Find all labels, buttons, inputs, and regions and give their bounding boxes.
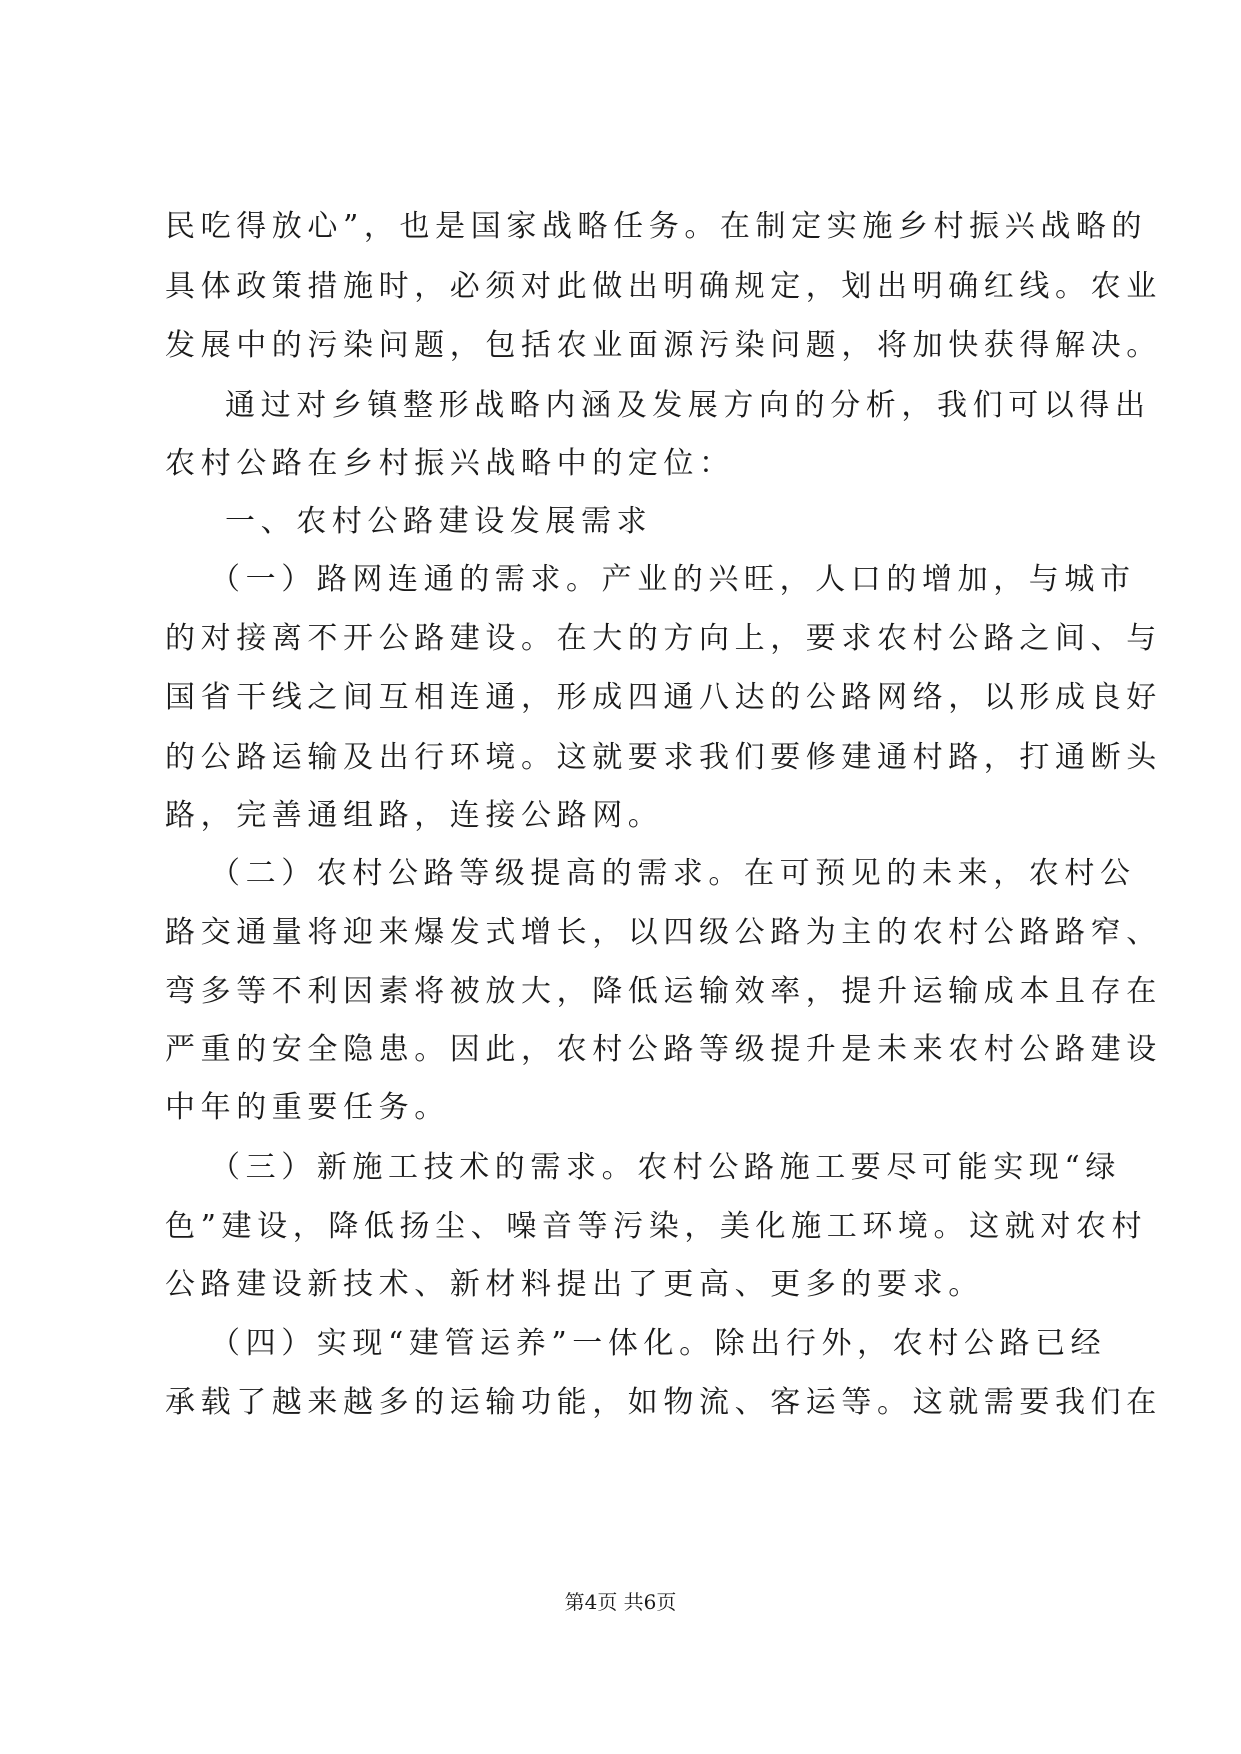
text-line: 具体政策措施时，必须对此做出明确规定，划出明确红线。农业 bbox=[165, 269, 1162, 304]
text-line: （一）路网连通的需求。产业的兴旺，人口的增加，与城市 bbox=[210, 562, 1136, 597]
text-line: 公路建设新技术、新材料提出了更高、更多的要求。 bbox=[165, 1267, 984, 1302]
text-line: 农村公路在乡村振兴战略中的定位： bbox=[165, 446, 735, 481]
text-line: （四）实现“建管运养”一体化。除出行外，农村公路已经 bbox=[210, 1326, 1107, 1361]
section-heading: 一、农村公路建设发展需求 bbox=[225, 504, 653, 539]
text-line: 弯多等不利因素将被放大，降低运输效率，提升运输成本且存在 bbox=[165, 974, 1162, 1009]
page-footer: 第4页 共6页 bbox=[564, 1590, 677, 1614]
text-line: 路，完善通组路，连接公路网。 bbox=[165, 798, 664, 833]
text-line: 承载了越来越多的运输功能，如物流、客运等。这就需要我们在 bbox=[165, 1385, 1162, 1420]
text-line: 发展中的污染问题，包括农业面源污染问题，将加快获得解决。 bbox=[165, 328, 1162, 363]
text-line: 的对接离不开公路建设。在大的方向上，要求农村公路之间、与 bbox=[165, 621, 1162, 656]
text-line: 中年的重要任务。 bbox=[165, 1090, 450, 1125]
text-line: 通过对乡镇整形战略内涵及发展方向的分析，我们可以得出 bbox=[225, 388, 1151, 423]
text-line: （三）新施工技术的需求。农村公路施工要尽可能实现“绿 bbox=[210, 1150, 1121, 1185]
text-line: （二）农村公路等级提高的需求。在可预见的未来，农村公 bbox=[210, 856, 1136, 891]
text-line: 国省干线之间互相连通，形成四通八达的公路网络，以形成良好 bbox=[165, 680, 1162, 715]
text-line: 的公路运输及出行环境。这就要求我们要修建通村路，打通断头 bbox=[165, 740, 1162, 775]
text-line: 色”建设，降低扬尘、噪音等污染，美化施工环境。这就对农村 bbox=[165, 1209, 1148, 1244]
text-line: 严重的安全隐患。因此，农村公路等级提升是未来农村公路建设 bbox=[165, 1032, 1162, 1067]
text-line: 民吃得放心”，也是国家战略任务。在制定实施乡村振兴战略的 bbox=[165, 209, 1148, 244]
text-line: 路交通量将迎来爆发式增长，以四级公路为主的农村公路路窄、 bbox=[165, 915, 1162, 950]
